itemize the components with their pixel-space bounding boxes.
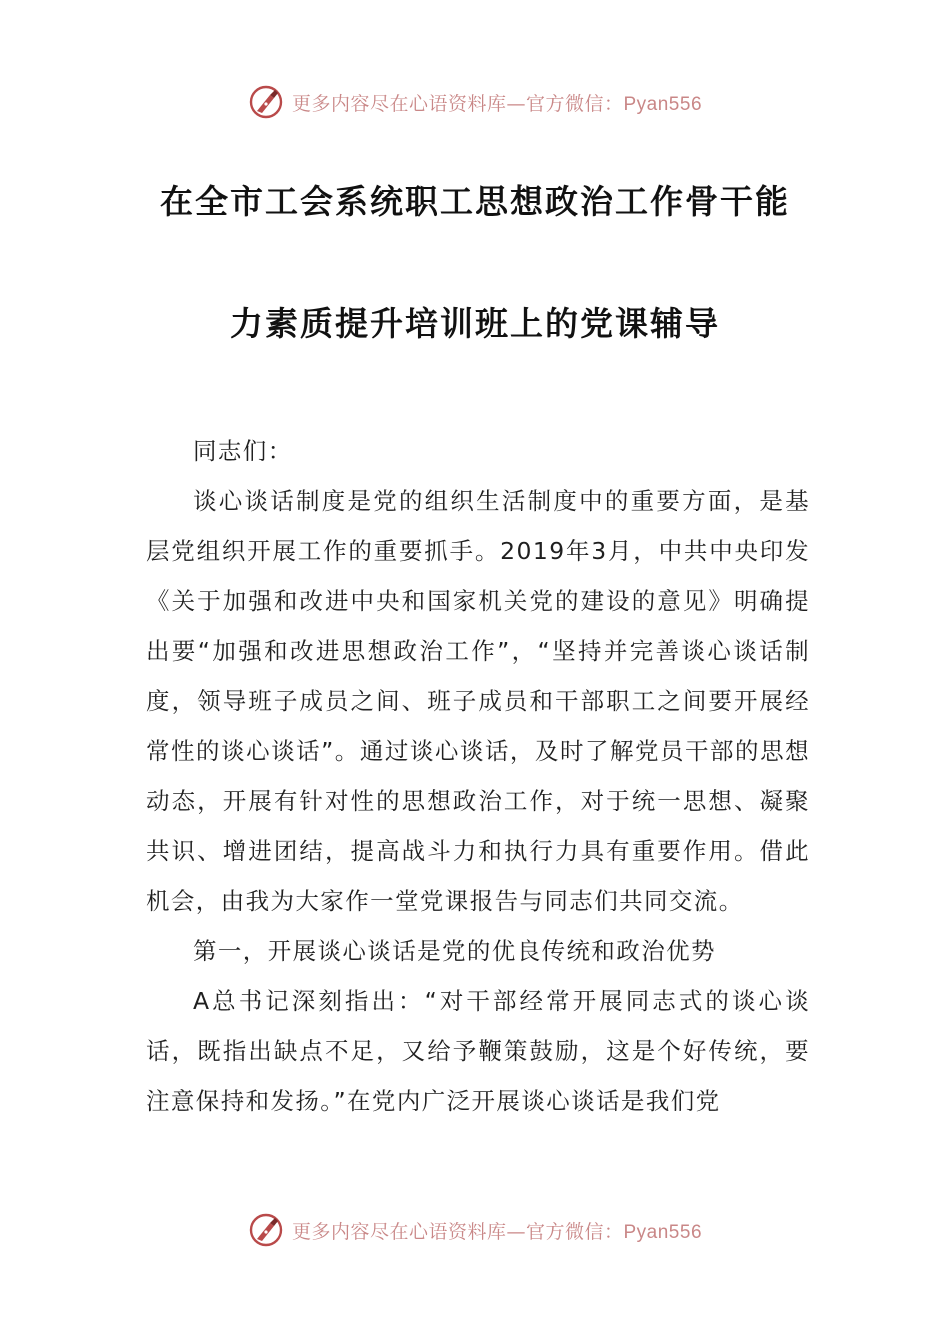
pen-nib-circle-icon	[248, 84, 284, 120]
watermark-footer	[0, 1210, 950, 1250]
section-heading-1: 第一，开展谈心谈话是党的优良传统和政治优势	[193, 937, 716, 965]
watermark-text: 更多内容尽在心语资料库—官方微信：Pyan556	[291, 1220, 703, 1243]
pen-nib-circle-icon	[248, 1212, 284, 1248]
document-title-line-2: 力素质提升培训班上的党课辅导	[230, 304, 720, 343]
document-title-line-1: 在全市工会系统职工思想政治工作骨干能	[160, 182, 790, 221]
salutation: 同志们：	[193, 437, 293, 465]
paragraph-1: 谈心谈话制度是党的组织生活制度中的重要方面，是基层党组织开展工作的重要抓手。2019年3月，中共中央印发《关于加强和改进中央和国家机关党的建设的意见》明确提出要“加强和改进思想政治工作”，“坚持并完善谈心谈话制度，领导班子成员之间、班子成员和干部职工之间要开展经常性的谈心谈话”。通过谈心谈话，及时了解党员干部的思想动态，开展有针对性的思想政治工作，对于统一思想、凝聚共识、增进团结，提高战斗力和执行力具有重要作用。借此机会，由我为大家作一堂党课报告与同志们共同交流。	[146, 487, 810, 915]
watermark-header	[0, 82, 950, 122]
paragraph-2: A总书记深刻指出：“对干部经常开展同志式的谈心谈话，既指出缺点不足，又给予鞭策鼓励，这是个好传统，要注意保持和发扬。”在党内广泛开展谈心谈话是我们党	[146, 987, 810, 1115]
document-body	[146, 426, 810, 1126]
watermark-text: 更多内容尽在心语资料库—官方微信：Pyan556	[291, 92, 703, 115]
